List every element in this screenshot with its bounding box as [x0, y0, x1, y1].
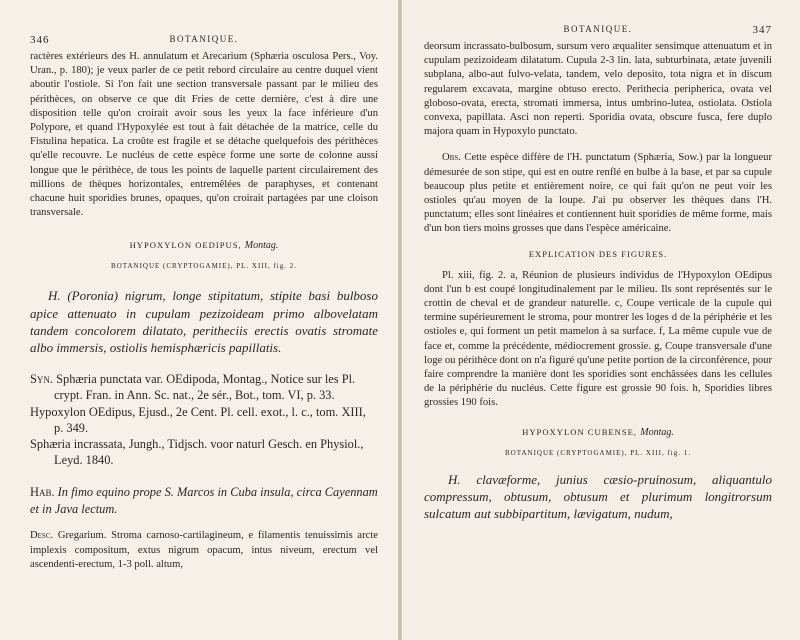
right-page-header: [424, 24, 772, 40]
left-species-name: HYPOXYLON OEDIPUS,: [129, 240, 242, 251]
right-species-name: HYPOXYLON CUBENSE,: [522, 426, 638, 437]
left-running-head: BOTANIQUE.: [169, 34, 239, 44]
right-species-author: Montag.: [640, 426, 674, 438]
right-species-heading: [424, 427, 772, 438]
left-paragraph-1: ractères extérieurs des H. annulatum et Arecarium (Sphæria osculosa Pers., Voy. Uran., p. 180); je veux parler de ce petit rebord circulaire au centre duquel vient aboutir l'ostiole. Si l'on fait une section transversale passant par le milieu des périthèces, on observe ce que dit Fries de cette dernière, c'est à dire une disposition telle qu'on croirait avoir sous les yeux la face inférieure d'un Polypore, et quand l'Hypoxylée est tout à fait détachée de la matrice, celle du Fistulina hepatica. La croûte est fragile et se détache quelquefois des périthèces qu'elle recouvre. Le nucléus de cette espèce forme une sorte de colonne aussi longue que le périthèce, de tous les points de laquelle partent circulairement des millions de thèques horizontales, entremêlées de paraphyses, et contenant chacune huit sporidies brunes, opaques, qu'on croirait partagées par une cloison transversale.: [30, 51, 378, 219]
obs-text: Cette espèce diffère de l'H. punctatum (Sphæria, Sow.) par la longueur démesurée de son stipe, qui est en outre renflé en bulbe à la base, et par sa cupule beaucoup plus petite et entièrement noire, ce qui fait qu'on ne peut voir les ostioles qu'au moyen de la loupe. J'ai pu observer les thèques dans l'H. punctatum; elles sont linéaires et contiennent huit sporidies de même forme, mais d'un bon tiers moins grosses que dans l'espèce américaine.: [424, 152, 772, 235]
hab-label: Hab.: [30, 485, 55, 500]
left-habitat: [30, 484, 378, 517]
left-page-number: 346: [30, 34, 50, 46]
syn-label: Syn.: [30, 372, 53, 387]
right-running-head: BOTANIQUE.: [563, 24, 633, 34]
synonym-entry: [30, 436, 378, 468]
explication-text: Pl. xiii, fig. 2. a, Réunion de plusieurs individus de l'Hypoxylon OEdipus dont l'un b est coupé longitudinalement par le milieu. Ils sont représentés sur le crottin de cheval et de grandeur naturelle. c, Coupe verticale de la cupule qui termine supérieurement le stroma, pour montrer les loges d de la périphérie et les ostioles e, qui forment un petit mamelon à sa surface. f, La même cupule vue de face et, comme la précédente, médiocrement grossie. g, Coupe transversale d'une loge ou périthèce dont on n'a figuré qu'une petite portion de la circonférence, pour faire comprendre la manière dont les sporidies sont enchâssées dans les cellules de la périphérie du nucléus. Cette figure est grossie 90 fois. h, Sporidies libres grossies 190 fois.: [424, 269, 772, 409]
synonym-2: Hypoxylon OEdipus, Ejusd., 2e Cent. Pl. cell. exot., l. c., tom. XIII, p. 349.: [30, 404, 366, 435]
right-page-number: 347: [752, 24, 772, 36]
left-page-header: [30, 34, 378, 50]
left-diagnosis: H. (Poronia) nigrum, longe stipitatum, stipite basi bulboso apice attenuato in cupulam pezizoideam primo albovelatam tandem concolorem dilatato, peritheciis erectis ovatis stromate albo immersis, ostiolis hemisphæricis papillatis.: [30, 288, 378, 356]
left-synonymy: [30, 371, 378, 468]
hab-text: In fimo equino prope S. Marcos in Cuba insula, circa Cayennam et in Java lectum.: [30, 485, 378, 516]
left-plate-reference: BOTANIQUE (CRYPTOGAMIE), PL. XIII, fig. 2.: [111, 262, 297, 271]
desc-label: Desc.: [30, 530, 54, 542]
synonym-3: Sphæria incrassata, Jungh., Tidjsch. voor naturl Gesch. en Physiol., Leyd. 1840.: [30, 437, 364, 468]
left-page: [0, 0, 398, 640]
right-paragraph-1: deorsum incrassato-bulbosum, sursum vero æqualiter sensimque attenuatum et in cupulam pezizoideam dilatatum. Cupula 2-3 lin. lata, subturbinata, ætate juvenili subplana, albo-aut fulvo-velata, tandem, velo deposito, tota nigra et in discum regularem excavata, margine obtuso erecto. Perithecia peripherica, ovata vel globoso-ovata, erecta, stromati immersa, intus umbrino-lutea, ostiolata. Ostiola convexa, papillata. Asci non reperti. Sporidia ovata, obscure fusca, fere duplo majora quam in Hypoxylo punctato.: [424, 41, 772, 138]
obs-label: Obs.: [442, 152, 461, 164]
right-observation: [424, 151, 772, 236]
left-species-author: Montag.: [244, 240, 279, 252]
right-diagnosis: H. clavæforme, junius cæsio-pruinosum, aliquantulo compressum, obtusum, obtusum et plurimum longitrorsum sulcatum aut subbipartitum, lævigatum, nudum,: [424, 471, 772, 522]
synonym-entry: [30, 371, 378, 403]
synonym-entry: [30, 404, 378, 436]
right-plate-reference: BOTANIQUE (CRYPTOGAMIE), PL. XIII, fig. 1.: [505, 448, 691, 457]
left-description: [30, 529, 378, 573]
right-page: [402, 0, 800, 640]
left-species-heading: [30, 240, 378, 251]
synonym-1: Sphæria punctata var. OEdipoda, Montag., Notice sur les Pl. crypt. Fran. in Ann. Sc. nat., 2e sér., Bot., tom. VI, p. 33.: [54, 372, 356, 403]
explication-heading: EXPLICATION DES FIGURES.: [528, 248, 668, 259]
desc-text: Gregarium. Stroma carnoso-cartilagineum, e filamentis tenuissimis arcte implexis compositum, extus nigrum opacum, intus niveum, erectum vel ascendenti-erectum, 1-3 poll. altum,: [30, 530, 378, 571]
